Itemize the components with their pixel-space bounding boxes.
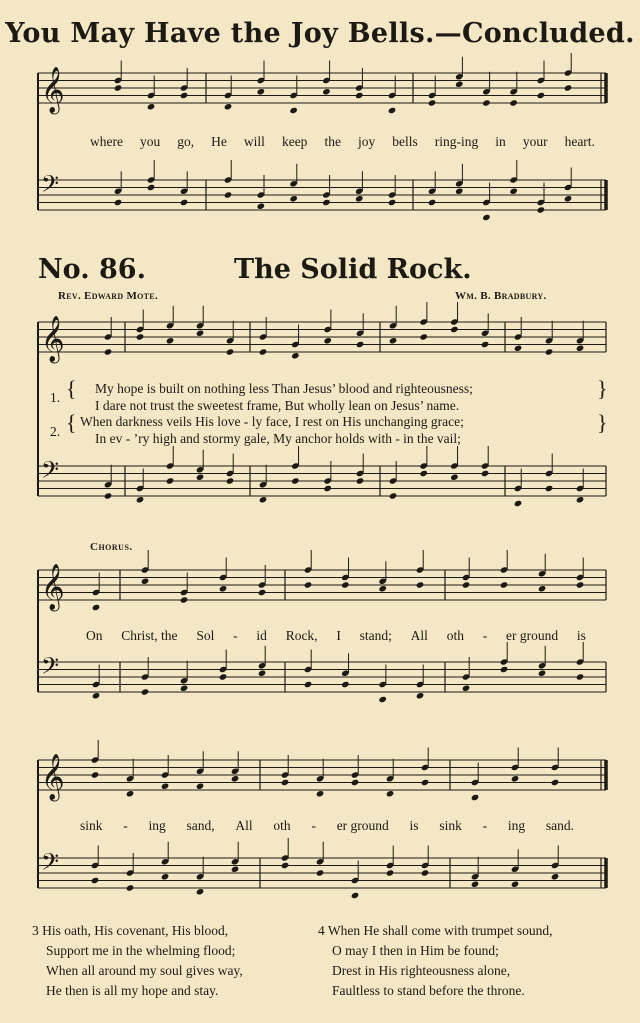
note-head [536,92,545,100]
note-head [166,477,175,485]
note-head [224,191,233,199]
bass-clef-icon: 𝄢 [41,848,60,881]
note-head [576,581,585,589]
note-head [114,84,123,92]
note-head [231,865,240,873]
note-head [462,684,471,692]
system-bracket [37,73,39,210]
staff-treble [0,745,640,805]
lyric-word: in [495,134,506,149]
verse-brace-close: } [597,376,608,401]
system-bracket [37,570,39,692]
note-head [482,99,491,107]
verse-number: 1. [50,390,61,405]
lyric-word: joy [357,134,376,149]
note-head [419,470,428,478]
note-head [289,107,298,115]
note-head [219,585,228,593]
note-head [538,669,547,677]
note-head [545,348,554,356]
note-head [126,884,135,892]
lyric-word: go, [177,134,195,149]
lyric-word: er ground [506,628,559,643]
lyric-word: sand, [186,818,215,833]
stanza-line: 4 When He shall come with trumpet sound, [318,923,553,938]
note-head [500,666,509,674]
note-head [289,195,298,203]
note-head [92,604,101,612]
page-title: You May Have the Joy Bells.—Concluded. [5,18,635,49]
lyric-word: will [243,134,265,149]
note-head [416,692,425,700]
stanza-line: When all around my soul gives way, [46,963,243,978]
note-head [482,214,491,222]
note-head [196,473,205,481]
note-head [147,184,156,192]
chorus-label: Chorus. [90,541,133,553]
note-head [389,492,398,500]
note-head [378,696,387,704]
note-head [514,344,523,352]
staff-bass [0,451,640,511]
stanza-3 [32,921,243,1001]
stanza-line: O may I then in Him be found; [332,943,499,958]
note-head [576,673,585,681]
note-head [509,187,518,195]
note-head [341,681,350,689]
note-head [428,199,437,207]
note-head [576,496,585,504]
lyric-word: oth [273,818,291,833]
lyric-word: keep [281,134,308,149]
note-head [455,187,464,195]
lyric-word: He [211,134,227,149]
note-head [462,581,471,589]
note-head [421,779,430,787]
lyric-word: - [311,818,316,833]
lyric-word: sand. [545,818,574,833]
note-head [258,589,267,597]
note-head [356,341,365,349]
verse-number: 2. [50,424,61,439]
system-bracket [37,322,39,496]
note-head [136,496,145,504]
system-bracket [37,760,39,888]
note-head [416,581,425,589]
note-head [386,869,395,877]
lyric-word: bells [392,134,418,149]
note-head [256,88,265,96]
note-head [471,880,480,888]
note-head [259,496,268,504]
note-head [551,873,560,881]
note-head [509,99,518,107]
stanza-line: Faultless to stand before the throne. [332,983,525,998]
chorus-lyric-line-2 [80,818,580,834]
note-head [481,341,490,349]
chorus-lyric-line-1 [86,628,592,644]
verse-brace: { [66,376,77,401]
note-head [511,880,520,888]
lyric-word: - [482,628,488,643]
lyric-word: Sol [196,628,215,643]
treble-clef-icon: 𝄞 [41,754,65,800]
lyric-word: - [123,818,128,833]
lyric-word: On [86,628,103,643]
staff-bass [0,165,640,225]
note-head [481,470,490,478]
note-head [355,195,364,203]
note-head [576,344,585,352]
stanza-line: 3 His oath, His covenant, His blood, [32,923,229,938]
note-head [136,333,145,341]
hymn-title: The Solid Rock. [234,254,472,285]
note-head [281,779,290,787]
lyric-word: Rock, [285,628,318,643]
lyric-word: ing [507,818,526,833]
verse-1-line-2: I dare not trust the sweetest frame, But wholly lean on Jesus’ name. [95,398,460,413]
stanza-line: Support me in the whelming flood; [46,943,236,958]
lyric-word: id [256,628,267,643]
lyric-word: the [324,134,341,149]
treble-clef-icon: 𝄞 [41,316,65,362]
lyric-word: you [140,134,161,149]
note-head [389,337,398,345]
stanza-4 [318,921,552,1001]
note-head [341,581,350,589]
note-head [226,348,235,356]
note-head [147,103,156,111]
lyric-word: I [336,628,341,643]
note-head [388,199,397,207]
treble-clef-icon: 𝄞 [41,67,65,113]
note-head [355,92,364,100]
note-head [304,681,313,689]
note-head [356,477,365,485]
note-head [196,782,205,790]
lyric-word: All [410,628,428,643]
note-head [450,326,459,334]
note-head [304,581,313,589]
lyric-word: - [233,628,238,643]
note-head [322,199,331,207]
note-head [180,199,189,207]
note-head [291,352,300,360]
staff-treble [0,555,640,615]
note-head [180,684,189,692]
note-head [161,873,170,881]
note-head [291,477,300,485]
treble-clef-icon: 𝄞 [41,564,65,610]
note-head [428,99,437,107]
note-head [419,333,428,341]
note-head [455,80,464,88]
verse-brace: { [66,410,77,435]
hymn-number: No. 86. [38,254,146,285]
note-head [511,775,520,783]
note-head [471,794,480,802]
note-head [141,577,150,585]
staff-treble [0,58,640,118]
note-head [231,775,240,783]
stanza-line: He then is all my hope and stay. [46,983,219,998]
note-head [180,596,189,604]
note-head [316,790,325,798]
composer-credit: Wm. B. Bradbury. [455,290,547,302]
note-head [141,688,150,696]
bass-clef-icon: 𝄢 [41,456,60,489]
note-head [92,692,101,700]
staff-bass [0,647,640,707]
verse-1-line-1: My hope is built on nothing less Than Jesus’ blood and righteousness; [95,381,473,396]
author-credit: Rev. Edward Mote. [58,290,158,302]
lyric-word: - [482,818,488,833]
lyric-word: oth [446,628,464,643]
note-head [322,88,331,96]
note-head [388,107,397,115]
note-head [104,492,113,500]
verse-2-line-1: When darkness veils His love - ly face, I rest on His unchanging grace; [80,414,464,429]
stanza-line: Drest in His righteousness alone, [332,963,511,978]
note-head [351,779,360,787]
lyric-word: er ground [336,818,389,833]
note-head [91,771,100,779]
lyric-word: your [522,134,548,149]
note-head [256,202,265,210]
note-head [258,669,267,677]
note-head [114,199,123,207]
note-head [196,888,205,896]
verse-brace-close: } [597,410,608,435]
lyric-word: All [235,818,253,833]
note-head [161,782,170,790]
lyric-word: heart. [564,134,595,149]
note-head [281,862,290,870]
note-head [564,84,573,92]
note-head [259,348,268,356]
note-head [500,581,509,589]
note-head [378,585,387,593]
note-head [226,477,235,485]
note-head [545,485,554,493]
lyric-word: ing [148,818,166,833]
note-head [166,337,175,345]
note-head [316,869,325,877]
lyric-word: sink [439,818,462,833]
staff-treble [0,307,640,367]
lyric-word: ring-ing [434,134,479,149]
lyric-word: is [409,818,419,833]
note-head [91,877,100,885]
note-head [104,348,113,356]
note-head [323,485,332,493]
note-head [514,500,523,508]
lyric-word: sink [80,818,103,833]
note-head [351,892,360,900]
note-head [450,473,459,481]
note-head [551,779,560,787]
note-head [564,195,573,203]
bass-clef-icon: 𝄢 [41,652,60,685]
note-head [196,329,205,337]
note-head [219,673,228,681]
staff-bass [0,843,640,903]
note-head [126,790,135,798]
note-head [323,337,332,345]
note-head [421,869,430,877]
note-head [180,92,189,100]
note-head [386,790,395,798]
note-head [538,585,547,593]
lyric-word: stand; [359,628,392,643]
note-head [536,206,545,214]
lyric-word: is [576,628,586,643]
continued-lyric-line [90,134,600,150]
note-head [224,103,233,111]
verse-2-line-2: In ev - ’ry high and stormy gale, My anchor holds with - in the vail; [95,431,461,446]
lyric-word: Christ, the [121,628,178,643]
lyric-word: where [90,134,123,149]
bass-clef-icon: 𝄢 [41,170,60,203]
